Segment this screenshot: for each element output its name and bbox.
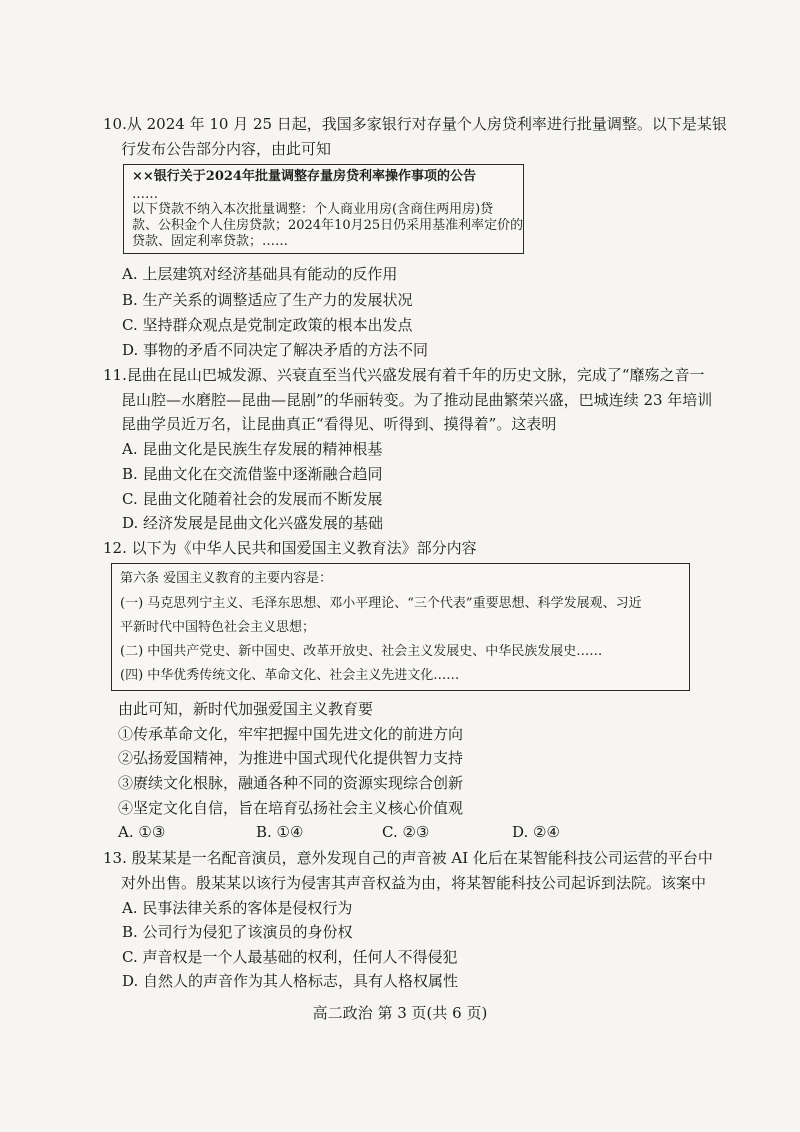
q12-stem-line-1: 12. 以下为《中华人民共和国爱国主义教育法》部分内容 bbox=[103, 539, 477, 557]
q11-stem-line-2: 昆山腔—水磨腔—昆曲—昆剧”的华丽转变。为了推动昆曲繁荣兴盛，巴城连续 23 年培训 bbox=[121, 391, 713, 409]
q12-law-line: (四) 中华优秀传统文化、革命文化、社会主义先进文化…… bbox=[120, 668, 460, 683]
q11-stem-line-3: 昆曲学员近万名，让昆曲真正“看得见、听得到、摸得着”。这表明 bbox=[121, 415, 557, 433]
q12-law-box bbox=[111, 563, 690, 691]
q12-law-line: 平新时代中国特色社会主义思想； bbox=[120, 620, 316, 635]
q12-choice-d: D. ②④ bbox=[512, 823, 560, 841]
q11-option-d: D. 经济发展是昆曲文化兴盛发展的基础 bbox=[122, 514, 384, 532]
q12-item-1: ①传承革命文化，牢牢把握中国先进文化的前进方向 bbox=[118, 725, 464, 743]
q10-notice-line: …… bbox=[132, 187, 158, 202]
q10-notice-title: ××银行关于2024年批量调整存量房贷利率操作事项的公告 bbox=[132, 169, 476, 184]
q12-stem-line-2: 由此可知，新时代加强爱国主义教育要 bbox=[118, 700, 374, 718]
q13-stem-line-1: 13. 殷某某是一名配音演员，意外发现自己的声音被 AI 化后在某智能科技公司运营的平台中 bbox=[103, 849, 713, 867]
q12-law-line: (二) 中国共产党史、新中国史、改革开放史、社会主义发展史、中华民族发展史…… bbox=[120, 644, 603, 659]
q11-stem-line-1: 11.昆曲在昆山巴城发源、兴衰直至当代兴盛发展有着千年的历史文脉，完成了“靡殇之音一 bbox=[103, 366, 705, 384]
q10-stem-line-1: 10.从 2024 年 10 月 25 日起，我国多家银行对存量个人房贷利率进行批量调整。以下是某银 bbox=[103, 115, 727, 133]
q10-option-d: D. 事物的矛盾不同决定了解决矛盾的方法不同 bbox=[122, 341, 429, 359]
q13-option-c: C. 声音权是一个人最基础的权利，任何人不得侵犯 bbox=[122, 948, 458, 966]
q13-option-b: B. 公司行为侵犯了该演员的身份权 bbox=[122, 923, 353, 941]
q11-option-c: C. 昆曲文化随着社会的发展而不断发展 bbox=[122, 490, 383, 508]
q12-choice-c: C. ②③ bbox=[382, 823, 430, 841]
q12-law-line: 第六条 爱国主义教育的主要内容是： bbox=[120, 571, 333, 586]
q10-option-c: C. 坚持群众观点是党制定政策的根本出发点 bbox=[122, 316, 413, 334]
q12-item-4: ④坚定文化自信，旨在培育弘扬社会主义核心价值观 bbox=[118, 799, 464, 817]
q12-law-line: (一) 马克思列宁主义、毛泽东思想、邓小平理论、“三个代表”重要思想、科学发展观、习近 bbox=[120, 596, 642, 611]
q11-option-a: A. 昆曲文化是民族生存发展的精神根基 bbox=[122, 440, 383, 458]
q12-item-2: ②弘扬爱国精神，为推进中国式现代化提供智力支持 bbox=[118, 749, 464, 767]
q12-choice-b: B. ①④ bbox=[256, 823, 304, 841]
q10-notice-line: 以下贷款不纳入本次批量调整：个人商业用房(含商住两用房)贷 bbox=[132, 202, 494, 217]
q10-stem-line-2: 行发布公告部分内容，由此可知 bbox=[121, 140, 332, 158]
q12-choice-a: A. ①③ bbox=[118, 823, 166, 841]
q13-option-a: A. 民事法律关系的客体是侵权行为 bbox=[122, 899, 353, 917]
q13-stem-line-2: 对外出售。殷某某以该行为侵害其声音权益为由，将某智能科技公司起诉到法院。该案中 bbox=[121, 874, 707, 892]
q13-option-d: D. 自然人的声音作为其人格标志，具有人格权属性 bbox=[122, 972, 459, 990]
page-footer: 高二政治 第 3 页(共 6 页) bbox=[312, 1004, 488, 1022]
q10-option-a: A. 上层建筑对经济基础具有能动的反作用 bbox=[122, 265, 398, 283]
q10-notice-line: 款、公积金个人住房贷款；2024年10月25日仍采用基准利率定价的 bbox=[132, 218, 524, 233]
q10-option-b: B. 生产关系的调整适应了生产力的发展状况 bbox=[122, 291, 413, 309]
q12-item-3: ③赓续文化根脉，融通各种不同的资源实现综合创新 bbox=[118, 774, 464, 792]
q10-notice-box bbox=[123, 164, 524, 254]
q10-notice-line: 贷款、固定利率贷款；…… bbox=[132, 234, 289, 249]
q11-option-b: B. 昆曲文化在交流借鉴中逐渐融合趋同 bbox=[122, 465, 383, 483]
q12-choices bbox=[118, 823, 678, 843]
